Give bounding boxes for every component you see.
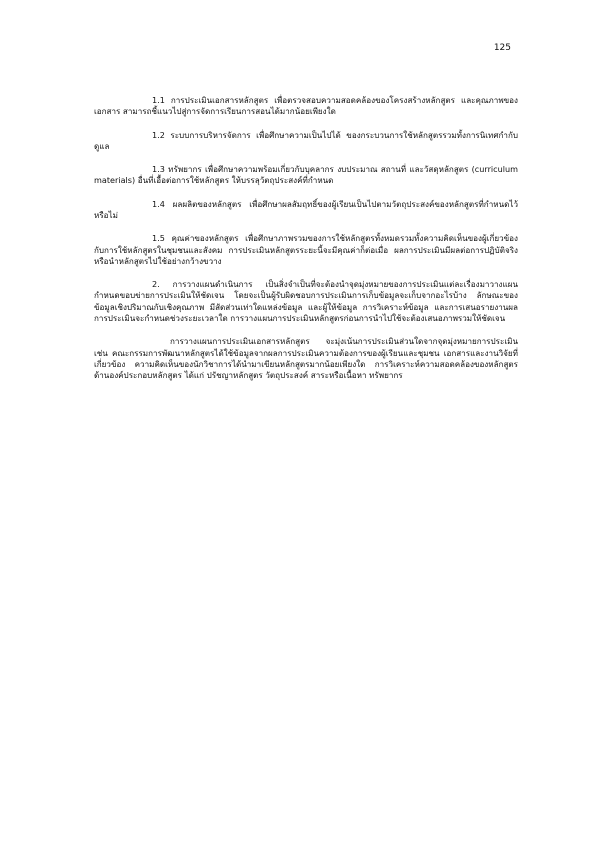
paragraph-2: 2. การวางแผนดำเนินการ เป็นสิ่งจำเป็นที่จะต้องนำจุดมุ่งหมายของการประเมินแต่ละเรื่องมาวางแผนกำหนดขอบข่ายการประเมินให้ชัดเจน โดยจะเป็นผู้รับผิดชอบการประเมินการเก็บข้อมูลจะเก็บจากอะไรบ้าง ลักษณะของข้อมูลเชิงปริมาณกับเชิงคุณภาพ มีสัดส่วนเท่าใดแหล่งข้อมูล และผู้ให้ข้อมูล การวิเคราะห์ข้อมูล และการเสนอรายงานผลการประเมินจะกำหนดช่วงระยะเวลาใด การวางแผนการประเมินหลักสูตรก่อนการนำไปใช้จะต้องเสนอภาพรวมให้ชัดเจน bbox=[94, 279, 518, 324]
paragraph-1-4: 1.4 ผลผลิตของหลักสูตร เพื่อศึกษาผลสัมฤทธิ์ของผู้เรียนเป็นไปตามวัตถุประสงค์ของหลักสูตรที่กำหนดไว้หรือไม่ bbox=[94, 198, 518, 220]
paragraph-1-3: 1.3 ทรัพยากร เพื่อศึกษาความพร้อมเกี่ยวกับบุคลากร งบประมาณ สถานที่ และวัสดุหลักสูตร (curriculum materials) อื่นที่เอื้อต่อการใช้หลักสูตร ให้บรรลุวัตถุประสงค์ที่กำหนด bbox=[94, 164, 518, 186]
paragraph-1-5: 1.5 คุณค่าของหลักสูตร เพื่อศึกษาภาพรวมของการใช้หลักสูตรทั้งหมดรวมทั้งความคิดเห็นของผู้เกี่ยวข้องกับการใช้หลักสูตรในชุมชนและสังคม การประเมินหลักสูตรระยะนี้จะมีคุณค่าก็ต่อเมื่อ ผลการประเมินมีผลต่อการปฏิบัติจริง หรือนำหลักสูตรไปใช้อย่างกว้างขวาง bbox=[94, 233, 518, 266]
paragraph-1-2: 1.2 ระบบการบริหารจัดการ เพื่อศึกษาความเป็นไปได้ ของกระบวนการใช้หลักสูตรรวมทั้งการนิเทศกำกับดูแล bbox=[94, 129, 518, 151]
paragraph-evaluation-planning: การวางแผนการประเมินเอกสารหลักสูตร จะมุ่งเน้นการประเมินส่วนใดจากจุดมุ่งหมายการประเมิน เช่น คณะกรรมการพัฒนาหลักสูตรได้ใช้ข้อมูลจากผลการประเมินความต้องการของผู้เรียนและชุมชน เอกสารและงานวิจัยที่เกี่ยวข้อง ความคิดเห็นของนักวิชาการได้นำมาเขียนหลักสูตรมากน้อยเพียงใด การวิเคราะห์ความสอดคล้องของหลักสูตรด้านองค์ประกอบหลักสูตร ได้แก่ ปรัชญาหลักสูตร วัตถุประสงค์ สาระหรือเนื้อหา ทรัพยากร bbox=[94, 336, 518, 381]
paragraph-1-1: 1.1 การประเมินเอกสารหลักสูตร เพื่อตรวจสอบความสอดคล้องของโครงสร้างหลักสูตร และคุณภาพของเอกสาร สามารถชี้แนวไปสู่การจัดการเรียนการสอนได้มากน้อยเพียงใด bbox=[94, 95, 518, 117]
page-number: 125 bbox=[493, 43, 511, 53]
document-body bbox=[94, 95, 518, 393]
